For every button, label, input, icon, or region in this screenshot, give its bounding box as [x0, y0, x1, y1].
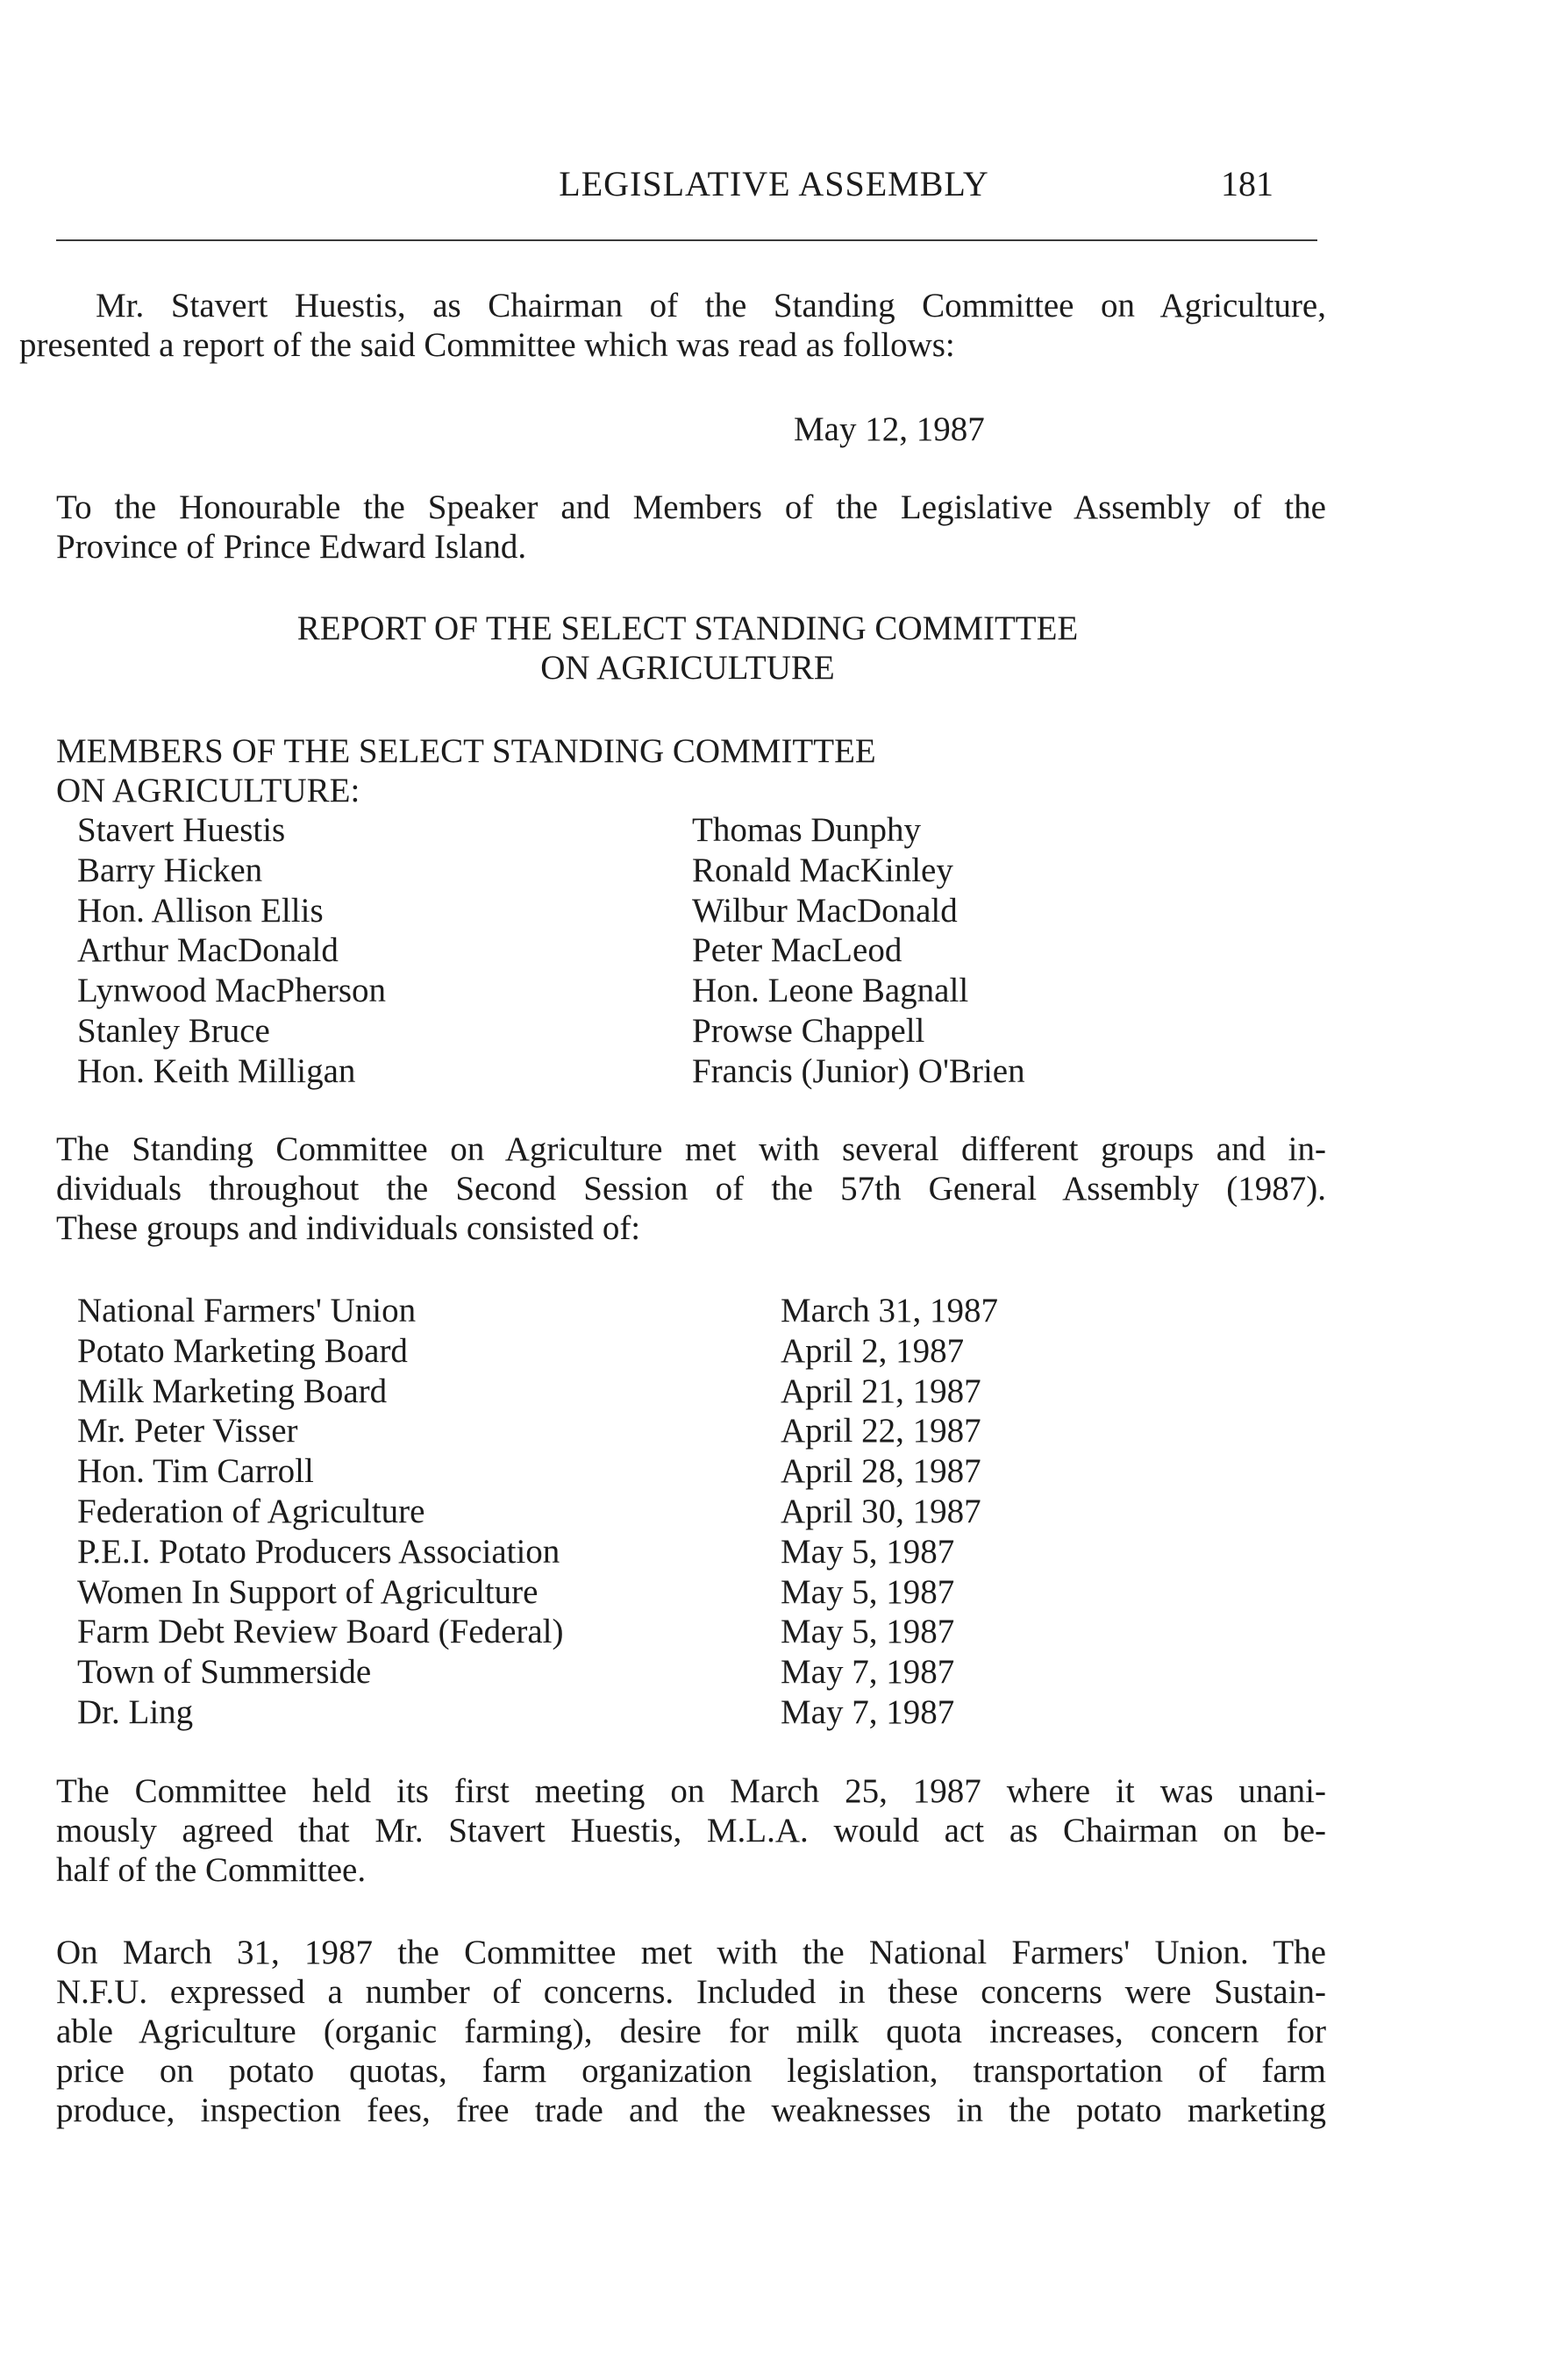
member-name: Francis (Junior) O'Brien [692, 1051, 1025, 1090]
meeting-date: May 5, 1987 [781, 1613, 955, 1651]
meeting-group: Women In Support of Agriculture [77, 1572, 539, 1611]
member-name: Arthur MacDonald [77, 931, 339, 970]
address-line-1: To the Honourable the Speaker and Members of the Legislative Assembly of the [56, 488, 1326, 526]
meeting-date: May 5, 1987 [781, 1532, 955, 1571]
meetings-intro-paragraph [56, 1129, 1326, 1248]
nfu-line-5: produce, inspection fees, free trade and the weaknesses in the potato marketing [56, 2091, 1326, 2129]
intro-paragraph [19, 286, 1326, 365]
meeting-group: Hon. Tim Carroll [77, 1452, 314, 1491]
members-heading-line-1: MEMBERS OF THE SELECT STANDING COMMITTEE [56, 732, 876, 770]
intro-line-1: Mr. Stavert Huestis, as Chairman of the Standing Committee on Agriculture, [96, 287, 1326, 324]
member-name: Prowse Chappell [692, 1011, 925, 1050]
nfu-line-2: N.F.U. expressed a number of concerns. Included in these concerns were Sustain- [56, 1973, 1326, 2011]
members-heading-line-2: ON AGRICULTURE: [56, 772, 360, 809]
meeting-group: National Farmers' Union [77, 1292, 417, 1329]
address-paragraph [56, 488, 1326, 566]
members-right-column [692, 810, 1025, 1092]
members-left-column [77, 810, 386, 1092]
intro-line-2: presented a report of the said Committee which was read as follows: [19, 326, 955, 364]
meeting-group: Milk Marketing Board [77, 1372, 388, 1410]
meeting-group: P.E.I. Potato Producers Association [77, 1532, 560, 1571]
meeting-date: March 31, 1987 [781, 1292, 999, 1329]
meeting-group: Federation of Agriculture [77, 1492, 425, 1530]
first-meeting-paragraph [56, 1771, 1326, 1890]
member-name: Stavert Huestis [77, 811, 286, 849]
member-name: Barry Hicken [77, 851, 263, 889]
meeting-date: April 21, 1987 [781, 1372, 981, 1410]
first-meeting-line-2: mously agreed that Mr. Stavert Huestis, M.L.A. would act as Chairman on be- [56, 1812, 1326, 1849]
meeting-group: Mr. Peter Visser [77, 1412, 298, 1450]
report-title [56, 609, 1319, 688]
meetings-intro-line-1: The Standing Committee on Agriculture met with several different groups and in- [56, 1130, 1326, 1168]
header-rule [56, 239, 1317, 241]
member-name: Hon. Leone Bagnall [692, 972, 969, 1010]
meeting-date: May 7, 1987 [781, 1692, 955, 1731]
meeting-date: April 22, 1987 [781, 1412, 981, 1450]
member-name: Hon. Keith Milligan [77, 1051, 356, 1090]
meeting-group: Farm Debt Review Board (Federal) [77, 1613, 564, 1651]
meeting-date: April 28, 1987 [781, 1452, 981, 1491]
page-number: 181 [1221, 164, 1273, 203]
nfu-line-3: able Agriculture (organic farming), desire for milk quota increases, concern for [56, 2013, 1326, 2050]
meetings-intro-line-2: dividuals throughout the Second Session of the 57th General Assembly (1987). [56, 1170, 1326, 1208]
address-line-2: Province of Prince Edward Island. [56, 528, 527, 566]
meeting-date: April 2, 1987 [781, 1331, 965, 1370]
member-name: Wilbur MacDonald [692, 891, 958, 930]
meetings-intro-line-3: These groups and individuals consisted of: [56, 1209, 641, 1247]
report-date: May 12, 1987 [794, 410, 985, 448]
nfu-line-4: price on potato quotas, farm organization legislation, transportation of farm [56, 2052, 1326, 2090]
meeting-date: May 7, 1987 [781, 1653, 955, 1692]
first-meeting-line-3: half of the Committee. [56, 1851, 367, 1889]
meeting-group: Potato Marketing Board [77, 1331, 408, 1370]
member-name: Thomas Dunphy [692, 811, 922, 849]
member-name: Peter MacLeod [692, 931, 902, 970]
meetings-group-column [77, 1291, 564, 1733]
meeting-date: May 5, 1987 [781, 1572, 955, 1611]
member-name: Hon. Allison Ellis [77, 891, 324, 930]
members-heading [56, 731, 876, 810]
first-meeting-line-1: The Committee held its first meeting on March 25, 1987 where it was unani- [56, 1772, 1326, 1810]
member-name: Stanley Bruce [77, 1011, 270, 1050]
meeting-group: Town of Summerside [77, 1653, 372, 1692]
meetings-date-column [781, 1291, 998, 1733]
nfu-line-1: On March 31, 1987 the Committee met with the National Farmers' Union. The [56, 1934, 1326, 1971]
report-title-line-2: ON AGRICULTURE [540, 649, 835, 687]
meeting-date: April 30, 1987 [781, 1492, 981, 1530]
nfu-paragraph [56, 1933, 1326, 2130]
meeting-group: Dr. Ling [77, 1692, 194, 1731]
running-header-title: LEGISLATIVE ASSEMBLY [559, 164, 989, 203]
member-name: Ronald MacKinley [692, 851, 953, 889]
report-title-line-1: REPORT OF THE SELECT STANDING COMMITTEE [296, 609, 1079, 647]
member-name: Lynwood MacPherson [77, 972, 387, 1010]
